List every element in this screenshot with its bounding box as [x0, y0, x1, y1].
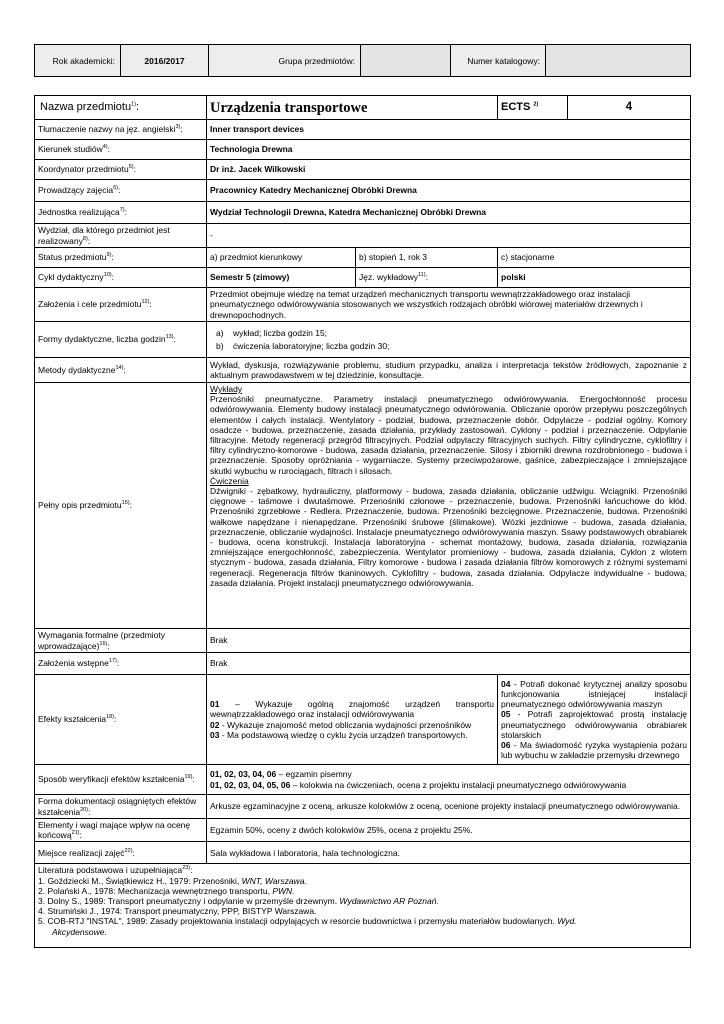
- language-value: polski: [498, 268, 691, 288]
- unit-label: Jednostka realizująca$^{7)}$:: [35, 202, 207, 224]
- place-label: Miejsce realizacji zajęć$^{22)}$:: [35, 842, 207, 864]
- translation-row: [35, 120, 691, 140]
- effect-item: 01 – Wykazuje ogólną znajomość urządzeń transportu wewnątrzzakładowego oraz instalacji odwiórowywania: [210, 699, 494, 720]
- teachers-row: [35, 180, 691, 202]
- ects-value: 4: [568, 96, 691, 120]
- verification-value: [207, 765, 691, 795]
- translation-label: Tłumaczenie nazwy na jęz. angielski$^{3)}$:: [35, 120, 207, 140]
- place-value: Sala wykładowa i laboratoria, hala technologiczna.: [207, 842, 691, 864]
- faculty-value: -: [207, 224, 691, 248]
- status-label: Status przedmiotu$^{9)}$:: [35, 248, 207, 268]
- weights-value: Egzamin 50%, oceny z dwóch kolokwiów 25%, ocena z projektu 25%.: [207, 819, 691, 842]
- literature-item: 3. Dolny S., 1989: Transport pneumatyczny i odpylanie w przemyśle drzewnym. Wydawnictwo AR Poznań.: [38, 896, 439, 907]
- status-row: [35, 248, 691, 268]
- effect-item: 03 - Ma podstawową wiedzę o cyklu życia urządzeń transportowych.: [210, 729, 468, 740]
- unit-value: Wydział Technologii Drewna, Katedra Mechanicznej Obróbki Drewna: [207, 202, 691, 224]
- goals-row: [35, 288, 691, 322]
- forms-row: [35, 322, 691, 358]
- header-table: [34, 44, 691, 77]
- effect-item: 04 - Potrafi dokonać krytycznej analizy sposobu funkcjonowania istniejącej instalacji pneumatycznego odwiórowywania maszyn: [501, 678, 687, 710]
- course-name-value: Urządzenia transportowe: [207, 96, 498, 120]
- translation-value: Inner transport devices: [207, 120, 691, 140]
- full-description-row: [35, 383, 691, 629]
- ects-label: ECTS $^{2)}$: [498, 96, 568, 120]
- forms-label: Formy dydaktyczne, liczba godzin$^{13)}$:: [35, 322, 207, 358]
- effects-left: [207, 675, 498, 765]
- formal-requirements-label: Wymagania formalne (przedmioty wprowadzające)$^{16)}$:: [35, 629, 207, 653]
- cycle-row: [35, 268, 691, 288]
- status-type: a) przedmiot kierunkowy: [207, 248, 356, 268]
- teachers-label: Prowadzący zajęcia$^{6)}$:: [35, 180, 207, 202]
- weights-label: Elementy i wagi mające wpływ na ocenę końcową$^{21)}$:: [35, 819, 207, 842]
- literature-item: 4. Strumiński J., 1974: Transport pneumatyczny, PPP, BISTYP Warszawa.: [38, 906, 317, 917]
- forms-list: [207, 322, 691, 358]
- syllabus-table: [34, 95, 691, 948]
- effect-item: 06 - Ma świadomość ryzyka wystąpienia pożaru lub wybuchu w zakładzie przemysłu drzewnego: [501, 739, 687, 761]
- lectures-text: Przenośniki pneumatyczne. Parametry instalacji pneumatycznego odwiórowywania. Energochłonność procesu odwiórowywania. Elementy budowy instalacji pneumatycznego odwiórowania. Obliczanie oporów przepływu poszczególnych elementów i całych instalacji. Wentylatory - podział, budowa, przeznaczenie dobór. Odpylacze - podział ogólny. Komory osadcze - budowa, przeznaczenie, zasada działania, przykłady zastosowań. Cyklony - podział i przeznaczenie. Odpylanie filtracyjne. Metody regeneracji przegród filtracyjnych. Podział odpylaczy filtracyjnych suchych. Filtry cylindryczne, cyklofiltry i filtry cylindryczno-komorowe - budowa, zasada działania, przeznaczenie. Silosy i zbiorniki drewna rozdrobnionego - budowa i przeznaczenie. Sposoby opróżniania - wygarniacze. Systemy przeciwpożarowe, gaśnice, zabezpieczające i zmniejszające skutki wybuchu w rurociągach, filtrach i silosach.: [210, 394, 687, 476]
- prerequisites-row: [35, 653, 691, 675]
- place-row: [35, 842, 691, 864]
- full-description-value: [207, 383, 691, 629]
- faculty-row: [35, 224, 691, 248]
- prerequisites-label: Założenia wstępne$^{17)}$:: [35, 653, 207, 675]
- literature-item: 5. COB-RTJ "INSTAL", 1989: Zasady projektowania instalacji odpylających w resorcie budownictwa i przemysłu materiałów budowlanych. Wyd.: [38, 916, 577, 927]
- documentation-row: [35, 795, 691, 819]
- lectures-heading: Wykłady: [210, 384, 243, 394]
- teachers-value: Pracownicy Katedry Mechanicznej Obróbki Drewna: [207, 180, 691, 202]
- direction-label: Kierunek studiów$^{4)}$:: [35, 140, 207, 160]
- verification-line: 01, 02, 03, 04, 05, 06 – kolokwia na ćwiczeniach, ocena z projektu instalacji pneumatycznego odwiórowywania: [210, 779, 627, 790]
- academic-year-value: 2016/2017: [121, 45, 209, 77]
- cycle-semester: Semestr 5 (zimowy): [207, 268, 356, 288]
- catalog-number-value: [546, 45, 691, 77]
- verification-line: 01, 02, 03, 04, 06 – egzamin pisemny: [210, 769, 352, 780]
- literature-item: 1. Goździecki M., Świątkiewicz H., 1979: Przenośniki, WNT, Warszawa.: [38, 875, 307, 886]
- goals-value: Przedmiot obejmuje wiedzę na temat urządzeń mechanicznych transportu wewnątrzzakładowego oraz instalacji pneumatycznego odwiórowywania stosowanych we wszystkich rodzajach obróbki wiórowej materiałów drzewnych i drewnopochodnych.: [207, 288, 691, 322]
- course-name-row: [35, 96, 691, 120]
- literature-cell: [35, 864, 691, 948]
- direction-value: Technologia Drewna: [207, 140, 691, 160]
- prerequisites-value: Brak: [207, 653, 691, 675]
- effects-label: Efekty kształcenia$^{18)}$:: [35, 675, 207, 765]
- literature-label: Literatura podstawowa i uzupełniająca$^{23)}$:: [38, 865, 193, 876]
- exercises-text: Dźwigniki - zębatkowy, hydrauliczny, platformowy - budowa, zasada działania, obliczanie udźwigu. Wciągniki. Przenośniki cięgnowe - taśmowe i dwutaśmowe. Przenośniki członowe - przeznaczenie, budowa. Przenośniki łańcuchowe do kłód. Przenośniki zgrzebłowe - Redlera. Przeznaczenie, budowa. Przenośniki bezcięgnowe. Przeznaczenie, budowa. Przenośniki wałkowe napędzane i nienapędzane. Przenośniki śrubowe (ślimakowe). Wózki jezdniowe - budowa, zasada działania, przeznaczenie, obliczanie wydajności. Instalacje pneumatycznego odwiórowywania maszyn. Ssawy podstawowych obrabiarek - budowa, ocena konstrukcji. Instalacja laboratoryjna - schemat montażowy, budowa, zasada działania, rozwiązania zmniejszające energochłonność, zabezpieczenia. Wentylator promieniowy - budowa, zasada działania, Cyklon z wlotem stycznym - budowa, zasada działania, Filtry komorowe - budowa i zasada działania filtrów komorowych z różnymi systemami regeneracji. Regeneracja filtrów tkaninowych. Cyklofiltry - budowa, zasada działania. Odpylacze indywidualne - budowa, zasada działania. Projekt instalacji pneumatycznego odwiórowywania.: [210, 486, 687, 588]
- coordinator-row: [35, 160, 691, 180]
- methods-label: Metody dydaktyczne$^{14)}$:: [35, 358, 207, 383]
- exercises-heading: Ćwiczenia: [210, 475, 249, 486]
- literature-item: 2. Polański A., 1978: Mechanizacja wewnętrznego transportu, PWN.: [38, 885, 295, 896]
- effects-right: [498, 675, 691, 765]
- methods-row: [35, 358, 691, 383]
- methods-value: Wykład, dyskusja, rozwiązywanie problemu, studium przypadku, analiza i interpretacja tekstów źródłowych, zapoznanie z aktualnym prawodawstwem w tej dziedzinie, konsultacje.: [207, 358, 691, 383]
- catalog-number-label: Numer katalogowy:: [451, 45, 546, 77]
- status-level: b) stopień 1, rok 3: [356, 248, 498, 268]
- documentation-value: Arkusze egzaminacyjne z oceną, arkusze kolokwiów z oceną, ocenione projekty instalacji pneumatycznego odwiórowywania.: [207, 795, 691, 819]
- course-name-label: Nazwa przedmiotu$^{1)}$:: [35, 96, 207, 120]
- coordinator-value: Dr inż. Jacek Wilkowski: [207, 160, 691, 180]
- cycle-label: Cykl dydaktyczny$^{10)}$:: [35, 268, 207, 288]
- course-group-value: [361, 45, 451, 77]
- literature-row: [35, 864, 691, 948]
- verification-label: Sposób weryfikacji efektów kształcenia$^{19)}$:: [35, 765, 207, 795]
- goals-label: Założenia i cele przedmiotu$^{12)}$:: [35, 288, 207, 322]
- academic-year-label: Rok akademicki:: [35, 45, 121, 77]
- status-mode: c) stacjonarne: [498, 248, 691, 268]
- formal-requirements-row: [35, 629, 691, 653]
- unit-row: [35, 202, 691, 224]
- direction-row: [35, 140, 691, 160]
- forms-item: a) wykład; liczba godzin 15;: [216, 327, 328, 338]
- effect-item: 02 - Wykazuje znajomość metod obliczania wydajności przenośników: [210, 719, 472, 730]
- literature-item-continued: Akcydensowe.: [52, 926, 107, 937]
- documentation-label: Forma dokumentacji osiągniętych efektów kształcenia$^{20)}$:: [35, 795, 207, 819]
- verification-row: [35, 765, 691, 795]
- language-label: Jęz. wykładowy$^{11)}$:: [356, 268, 498, 288]
- course-group-label: Grupa przedmiotów:: [209, 45, 361, 77]
- coordinator-label: Koordynator przedmiotu$^{5)}$:: [35, 160, 207, 180]
- forms-item: b) ćwiczenia laboratoryjne; liczba godzin 30;: [216, 341, 390, 351]
- effect-item: 05 - Potrafi zaprojektować prostą instalację pneumatycznego odwiórowywania obrabiarek stolarskich: [501, 709, 687, 740]
- weights-row: [35, 819, 691, 842]
- effects-row: [35, 675, 691, 765]
- formal-requirements-value: Brak: [207, 629, 691, 653]
- full-description-label: Pełny opis przedmiotu$^{15)}$:: [35, 383, 207, 629]
- faculty-label: Wydział, dla którego przedmiot jest realizowany$^{8)}$:: [35, 224, 207, 248]
